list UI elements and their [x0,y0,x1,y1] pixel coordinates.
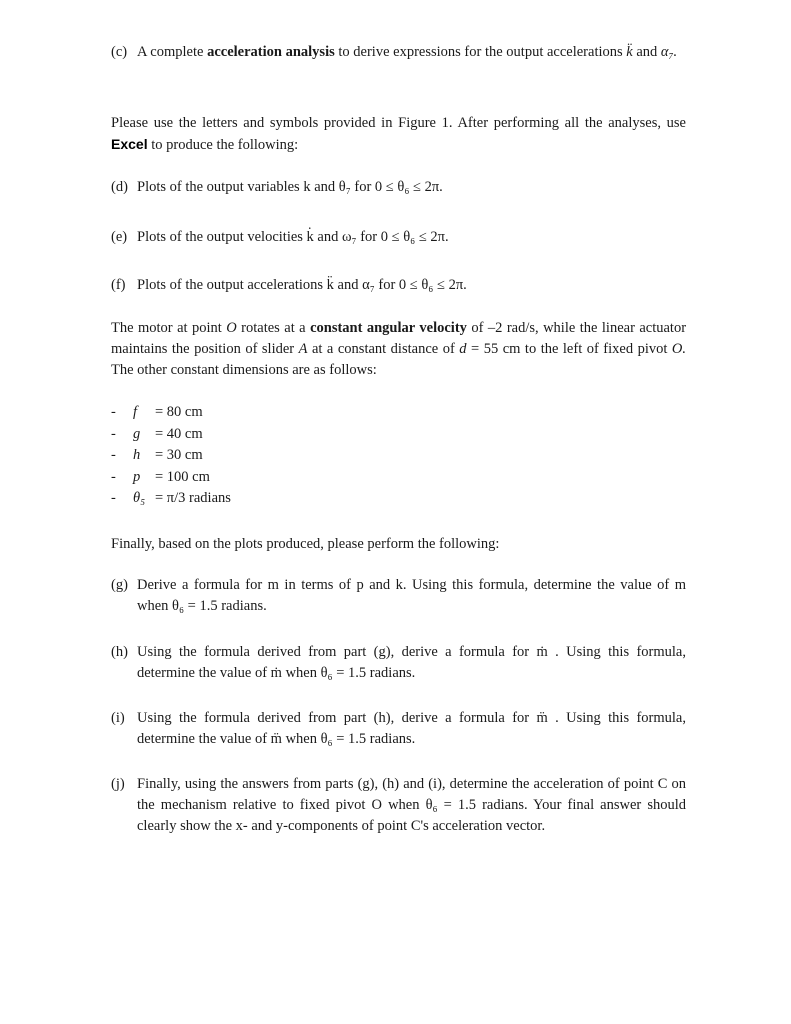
dimension-row: - f = 80 cm [111,404,203,420]
motor-paragraph: The motor at point O rotates at a constant angular velocity of –2 rad/s, while the linear actuator maintains the position of slider A at a constant distance of d = 55 cm to the left of fixed pivot O. The other constant dimensions are as follows: [111,320,687,378]
part-c-text: A complete acceleration analysis to derive expressions for the output accelerations k̈ and α₇. [137,44,678,60]
part-c-bold: acceleration analysis [207,44,335,60]
part-g-label: (g) [111,577,128,593]
dimension-row: - h = 30 cm [111,447,203,463]
part-j [111,774,686,837]
part-e-label: (e) [111,229,128,245]
part-g-text: Derive a formula for m in terms of p and k. Using this formula, determine the value of m when θ₆ = 1.5 radians. [137,577,686,614]
part-c-label: (c) [111,44,128,60]
part-f [111,275,686,296]
part-e [111,227,686,248]
part-h [111,642,686,684]
dimensions-list [111,402,411,510]
part-d-text: Plots of the output variables k and θ₇ for 0 ≤ θ₆ ≤ 2π. [137,179,443,195]
part-h-label: (h) [111,644,128,660]
part-h-text: Using the formula derived from part (g), derive a formula for ṁ . Using this formula, determine the value of ṁ when θ₆ = 1.5 radians. [137,644,686,681]
part-f-label: (f) [111,277,126,293]
finally-paragraph: Finally, based on the plots produced, please perform the following: [111,536,500,552]
dimension-row: - θ₅ = π/3 radians [111,490,231,506]
dimension-row: - p = 100 cm [111,468,210,485]
part-g [111,575,686,617]
motor-bold: constant angular velocity [310,320,467,336]
dimension-row: - g = 40 cm [111,425,203,442]
part-j-text: Finally, using the answers from parts (g), (h) and (i), determine the acceleration of point C on the mechanism relative to fixed pivot O when θ₆ = 1.5 radians. Your final answer should clearly show the x- and y-components of point C's acceleration vector. [137,776,686,834]
part-i [111,708,686,750]
intro-paragraph: Please use the letters and symbols provided in Figure 1. After performing all the analyses, use Excel to produce the following: [111,115,686,153]
part-e-text: Plots of the output velocities k̇ and ω₇ for 0 ≤ θ₆ ≤ 2π. [137,229,449,245]
part-d [111,177,686,198]
part-f-text: Plots of the output accelerations k̈ and α₇ for 0 ≤ θ₆ ≤ 2π. [137,277,467,293]
part-c [111,42,686,63]
part-i-label: (i) [111,710,125,726]
part-j-label: (j) [111,776,125,792]
part-i-text: Using the formula derived from part (h), derive a formula for m̈ . Using this formula, determine the value of m̈ when θ₆ = 1.5 radians. [137,710,686,747]
excel-word: Excel [111,136,148,152]
part-d-label: (d) [111,179,128,195]
